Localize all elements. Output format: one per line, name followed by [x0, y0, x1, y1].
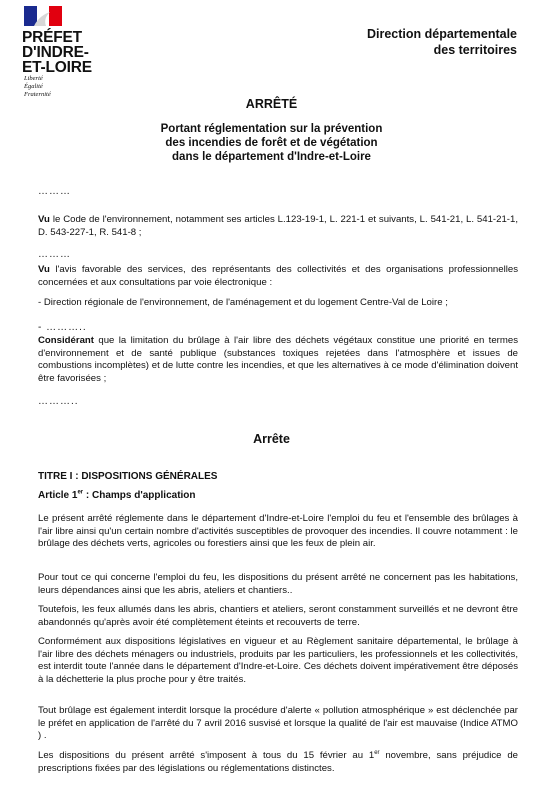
visa-dreal-item: - Direction régionale de l'environnement, de l'aménagement et du logement Centre-Val de Loire ;	[38, 297, 448, 308]
arrete-heading: Arrête	[253, 432, 290, 446]
ellipsis-1: ………	[38, 186, 71, 197]
ddt-line-1: Direction départementale	[366, 27, 517, 41]
article-1-pre: Article 1	[38, 490, 78, 501]
article-1-sup: er	[77, 489, 84, 496]
article-1-paragraph-5: Tout brûlage est également interdit lorsque la procédure d'alerte « pollution atmosphérique » est déclenchée par le préfet en application de l'arrêté du 7 avril 2016 susvisé et lorsque la qualité de l'air est mauvaise (Indice ATMO ) .	[38, 705, 518, 742]
prefet-line-2: D'INDRE-	[22, 44, 89, 61]
p6-pre: Les dispositions du présent arrêté s'imposent à tous du 15 février au 1	[38, 750, 375, 761]
motto-egalite: Égalité	[24, 83, 43, 90]
ddt-heading	[367, 26, 517, 58]
article-1-paragraph-6	[38, 750, 518, 775]
p6-sup: er	[374, 749, 380, 756]
french-flag-logo	[24, 6, 62, 26]
ddt-line-2: des territoires	[433, 43, 517, 57]
considerant-label: Considérant	[38, 335, 94, 346]
ellipsis-3: - ………..	[38, 322, 87, 333]
titre-1-heading: TITRE I : DISPOSITIONS GÉNÉRALES	[38, 471, 218, 482]
motto-liberte: Liberté	[24, 75, 43, 82]
vu1-text: le Code de l'environnement, notamment ses articles L.123-19-1, L. 221-1 et suivants, L. 541-21, L. 541-21-1, D. 543-227-1, R. 541-8 ;	[38, 214, 518, 238]
vu2-text: l'avis favorable des services, des représentants des collectivités et des organisations professionnelles concernées et aux consultations par voie électronique :	[38, 264, 518, 288]
arrete-title: ARRÊTÉ	[245, 97, 298, 111]
vu-label: Vu	[38, 264, 50, 275]
subtitle-line-2: des incendies de forêt et de végétation	[165, 137, 378, 149]
subtitle-line-1: Portant réglementation sur la prévention	[160, 123, 383, 135]
ellipsis-4: ………..	[38, 396, 79, 407]
arrete-subtitle	[0, 122, 543, 164]
article-1-post: : Champs d'application	[83, 490, 196, 501]
ellipsis-2: ………	[38, 249, 71, 260]
vu-label: Vu	[38, 214, 50, 225]
article-1-paragraph-4: Conformément aux dispositions législatives en vigueur et au Règlement sanitaire départemental, le brûlage à l'air libre des déchets ménagers ou industriels, produits par les particuliers, les professionnels et les collectivités, est interdit toute l'année dans le département d'Indre-et-Loire. Ces déchets doivent impérativement être déposés à la déchetterie la plus proche pour y être traités.	[38, 636, 518, 685]
prefet-line-1: PRÉFET	[22, 29, 82, 46]
prefet-line-3: ET-LOIRE	[22, 59, 92, 76]
subtitle-line-3: dans le département d'Indre-et-Loire	[172, 151, 371, 163]
considerant-text: que la limitation du brûlage à l'air libre des déchets végétaux constitue une priorité en termes d'environnement et de santé publique (substances toxiques rejetées dans l'atmosphère et issues de combustions incomplètes) et de lutte contre les incendies, et que les alternatives à ce mode d'élimination doivent être favorisées ;	[38, 335, 518, 384]
p6-post: novembre, sans préjudice de prescriptions fixées par des législations ou réglementations distinctes.	[38, 750, 519, 774]
prefet-name	[22, 30, 92, 75]
republic-motto	[24, 75, 51, 99]
visa-avis-favorable	[38, 264, 518, 289]
article-1-paragraph-1: Le présent arrêté réglemente dans le département d'Indre-et-Loire l'emploi du feu et l'ensemble des brûlages à l'air libre ainsi qu'un certain nombre d'activités susceptibles de provoquer des incendies. Il couvre notamment : le brûlage des déchets verts, agricoles ou forestiers ainsi que les feux de plein air.	[38, 513, 518, 550]
considerant-paragraph	[38, 335, 518, 385]
article-1-heading	[38, 490, 196, 501]
motto-fraternite: Fraternité	[24, 91, 51, 98]
article-1-paragraph-3: Toutefois, les feux allumés dans les abris, chantiers et ateliers, seront constamment surveillés et ne devront être abandonnés qu'après avoir été complètement éteints et recouverts de terre.	[38, 604, 518, 628]
visa-code-environnement	[38, 214, 518, 239]
article-1-paragraph-2: Pour tout ce qui concerne l'emploi du feu, les dispositions du présent arrêté ne concernent pas les habitations, leurs dépendances ainsi que les abris, ateliers et chantiers..	[38, 572, 518, 596]
